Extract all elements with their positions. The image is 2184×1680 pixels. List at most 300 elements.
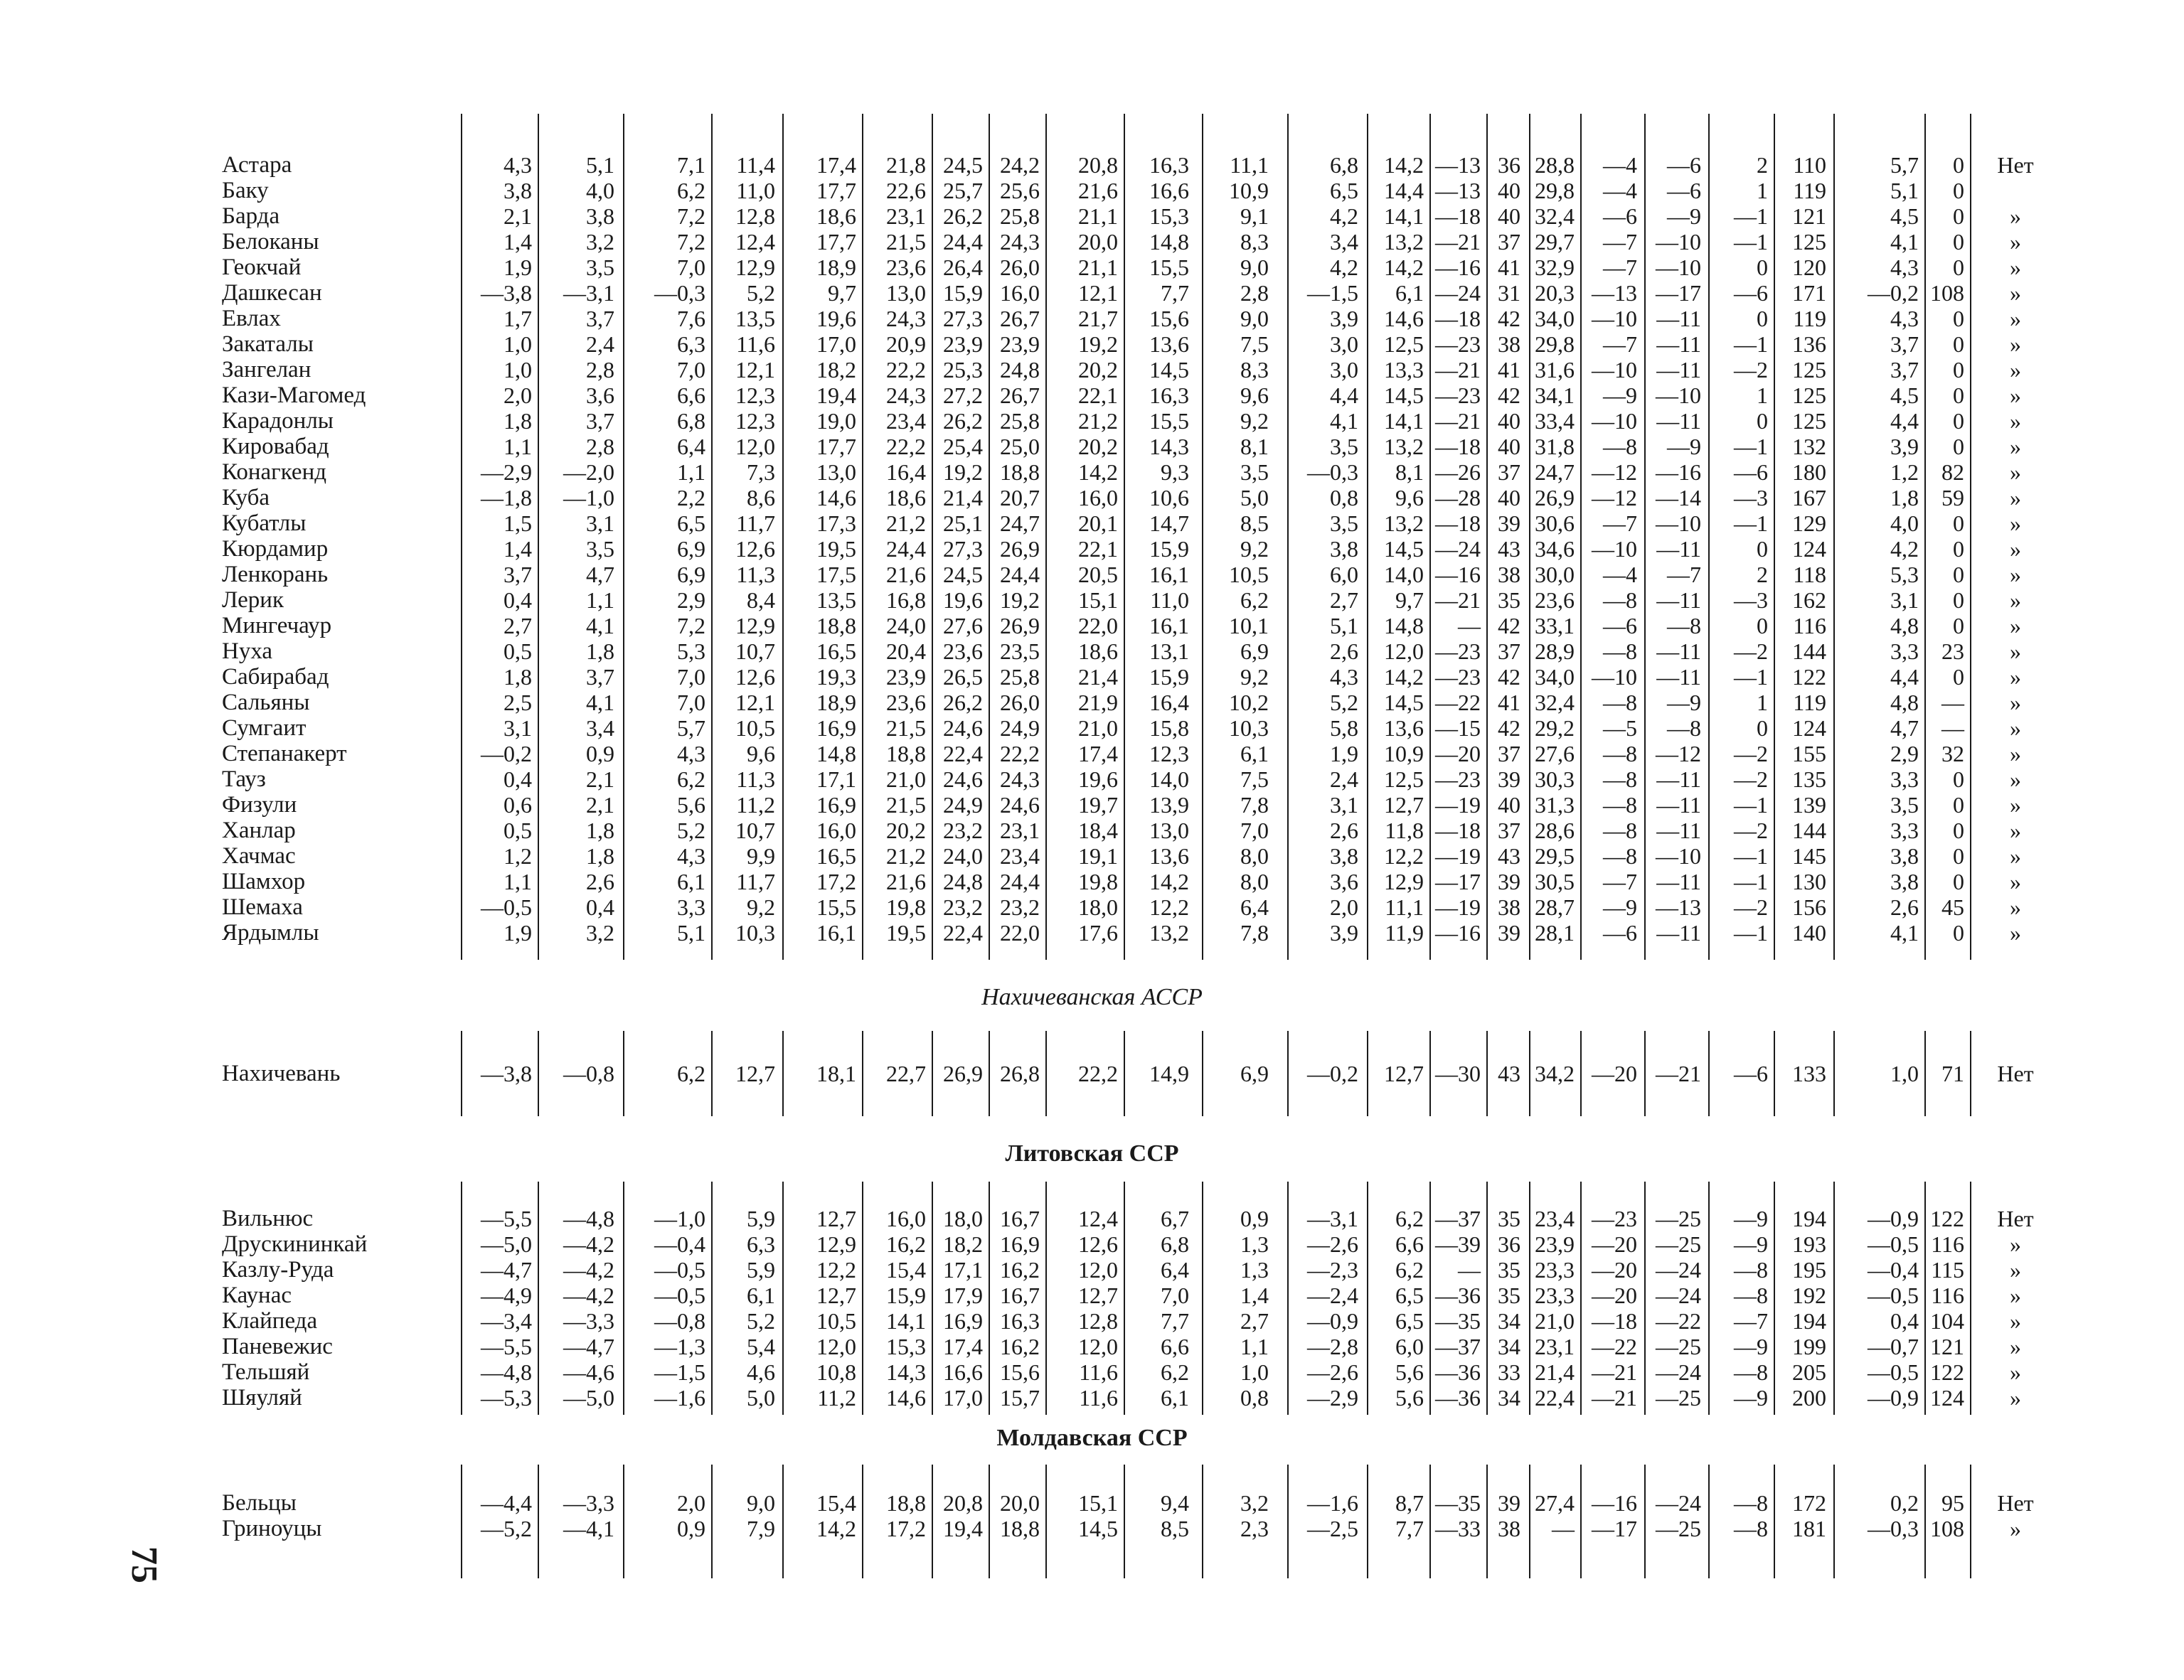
table-cell: 33,1 xyxy=(1535,613,1575,638)
table-cell: —36 xyxy=(1435,1283,1481,1308)
table-cell: 10,5 xyxy=(816,1308,856,1334)
table-cell: 15,9 xyxy=(1149,664,1189,690)
table-cell: 31,8 xyxy=(1535,434,1575,459)
table-cell: 26,2 xyxy=(943,690,983,715)
table-cell: 11,3 xyxy=(736,562,775,587)
station-name: Ханлар xyxy=(222,818,296,843)
table-cell: 27,6 xyxy=(1535,741,1575,766)
table-cell: —0,2 xyxy=(1307,1061,1358,1086)
table-cell: 12,8 xyxy=(1078,1308,1118,1334)
table-cell: 0,4 xyxy=(504,587,532,613)
table-cell: 22,2 xyxy=(886,357,926,382)
table-cell: 35 xyxy=(1498,587,1520,613)
table-cell: 42 xyxy=(1498,664,1520,690)
table-cell: 43 xyxy=(1498,536,1520,562)
table-cell: —21 xyxy=(1435,587,1481,613)
table-cell: —5,5 xyxy=(481,1334,532,1359)
table-cell: 121 xyxy=(1792,203,1826,229)
table-cell: 122 xyxy=(1930,1206,1964,1231)
table-cell: 194 xyxy=(1792,1308,1826,1334)
table-cell: 15,3 xyxy=(886,1334,926,1359)
table-cell: —1,5 xyxy=(654,1359,705,1385)
table-cell: 18,1 xyxy=(816,1061,856,1086)
table-cell: 23,2 xyxy=(943,818,983,843)
station-name: Карадонлы xyxy=(222,408,334,434)
table-cell: 3,3 xyxy=(1890,638,1919,664)
table-cell: 4,1 xyxy=(1890,920,1919,946)
table-row xyxy=(0,869,2184,894)
table-row xyxy=(0,485,2184,510)
table-cell: 34 xyxy=(1498,1308,1520,1334)
table-cell: 172 xyxy=(1792,1490,1826,1516)
table-cell: —1 xyxy=(1734,434,1768,459)
table-cell: 11,0 xyxy=(1150,587,1189,613)
table-cell: —37 xyxy=(1435,1334,1481,1359)
table-cell: 0 xyxy=(1953,766,1964,792)
table-cell: 16,3 xyxy=(1000,1308,1040,1334)
table-cell: 20,9 xyxy=(886,331,926,357)
table-cell: 5,1 xyxy=(586,152,614,178)
table-cell: — xyxy=(1941,690,1964,715)
table-cell: 0 xyxy=(1757,715,1768,741)
remark-cell: » xyxy=(2010,690,2021,715)
table-cell: 12,6 xyxy=(735,536,775,562)
table-cell: 4,1 xyxy=(586,690,614,715)
table-cell: 0 xyxy=(1953,613,1964,638)
table-cell: 0 xyxy=(1953,229,1964,255)
table-cell: 2,7 xyxy=(1240,1308,1269,1334)
table-cell: 12,2 xyxy=(816,1257,856,1283)
table-cell: 13,9 xyxy=(1149,792,1189,818)
table-cell: 13,3 xyxy=(1384,357,1424,382)
table-cell: 14,4 xyxy=(1384,178,1424,203)
table-cell: 2,3 xyxy=(1240,1516,1269,1541)
table-cell: 2,9 xyxy=(1890,741,1919,766)
station-name: Лерик xyxy=(222,587,284,613)
table-cell: 23,6 xyxy=(886,255,926,280)
table-cell: 12,9 xyxy=(735,613,775,638)
table-row xyxy=(0,1516,2184,1541)
table-cell: 35 xyxy=(1498,1206,1520,1231)
table-cell: 24,2 xyxy=(1000,152,1040,178)
table-cell: 5,4 xyxy=(747,1334,775,1359)
table-cell: 6,8 xyxy=(1330,152,1358,178)
remark-cell: » xyxy=(2010,766,2021,792)
table-cell: 26,5 xyxy=(943,664,983,690)
table-cell: —24 xyxy=(1656,1490,1701,1516)
table-cell: 23,9 xyxy=(1535,1231,1575,1257)
table-cell: 42 xyxy=(1498,715,1520,741)
table-cell: 17,2 xyxy=(816,869,856,894)
table-cell: 14,5 xyxy=(1384,382,1424,408)
table-cell: 35 xyxy=(1498,1283,1520,1308)
table-cell: 5,7 xyxy=(1890,152,1919,178)
table-cell: —1 xyxy=(1734,920,1768,946)
table-cell: 115 xyxy=(1931,1257,1964,1283)
table-cell: —6 xyxy=(1734,1061,1768,1086)
table-cell: —6 xyxy=(1667,178,1701,203)
table-cell: 3,1 xyxy=(586,510,614,536)
table-cell: 39 xyxy=(1498,766,1520,792)
table-cell: 21,6 xyxy=(1078,178,1118,203)
station-name: Евлах xyxy=(222,306,281,331)
table-cell: 3,0 xyxy=(1330,357,1358,382)
table-cell: 121 xyxy=(1930,1334,1964,1359)
table-cell: 7,7 xyxy=(1161,280,1189,306)
table-cell: 24,5 xyxy=(943,562,983,587)
table-cell: 3,8 xyxy=(1330,536,1358,562)
table-cell: 28,9 xyxy=(1535,638,1575,664)
table-cell: —21 xyxy=(1592,1385,1637,1411)
table-cell: 4,2 xyxy=(1330,203,1358,229)
table-cell: 34 xyxy=(1498,1334,1520,1359)
table-cell: —5,5 xyxy=(481,1206,532,1231)
table-cell: 16,7 xyxy=(1000,1206,1040,1231)
table-cell: 3,6 xyxy=(586,382,614,408)
table-cell: 119 xyxy=(1793,306,1826,331)
table-cell: 4,1 xyxy=(586,613,614,638)
table-cell: —1,0 xyxy=(654,1206,705,1231)
table-cell: 7,7 xyxy=(1395,1516,1424,1541)
table-cell: 11,1 xyxy=(1230,152,1269,178)
table-cell: 6,3 xyxy=(747,1231,775,1257)
table-cell: 1,8 xyxy=(586,843,614,869)
table-cell: 130 xyxy=(1792,869,1826,894)
station-name: Тауз xyxy=(222,766,266,792)
table-cell: —2,0 xyxy=(563,459,614,485)
table-cell: —11 xyxy=(1656,869,1701,894)
table-cell: 3,1 xyxy=(1330,792,1358,818)
table-cell: 12,9 xyxy=(735,255,775,280)
table-cell: —11 xyxy=(1656,664,1701,690)
table-cell: 25,8 xyxy=(1000,664,1040,690)
table-cell: 16,9 xyxy=(816,715,856,741)
station-name: Кази-Магомед xyxy=(222,382,366,408)
table-cell: 17,7 xyxy=(816,229,856,255)
table-cell: —2,5 xyxy=(1307,1516,1358,1541)
table-cell: —25 xyxy=(1656,1231,1701,1257)
table-cell: —21 xyxy=(1656,1061,1701,1086)
table-cell: —16 xyxy=(1435,255,1481,280)
table-cell: 118 xyxy=(1793,562,1826,587)
table-cell: —25 xyxy=(1656,1206,1701,1231)
remark-cell: » xyxy=(2010,510,2021,536)
table-cell: 0 xyxy=(1953,587,1964,613)
table-cell: 9,0 xyxy=(1240,306,1269,331)
table-cell: 11,2 xyxy=(736,792,775,818)
table-cell: 37 xyxy=(1498,741,1520,766)
table-cell: 24,9 xyxy=(943,792,983,818)
table-cell: 193 xyxy=(1792,1231,1826,1257)
table-cell: 180 xyxy=(1792,459,1826,485)
table-cell: 4,2 xyxy=(1330,255,1358,280)
table-cell: 14,5 xyxy=(1149,357,1189,382)
table-cell: 12,4 xyxy=(1078,1206,1118,1231)
table-cell: 20,8 xyxy=(1078,152,1118,178)
table-cell: 1 xyxy=(1757,382,1768,408)
remark-cell: Нет xyxy=(1997,1490,2034,1516)
table-cell: 2,0 xyxy=(677,1490,705,1516)
table-cell: 1,7 xyxy=(504,306,532,331)
table-cell: —0,2 xyxy=(1868,280,1919,306)
table-cell: —4,6 xyxy=(563,1359,614,1385)
table-cell: 16,4 xyxy=(1149,690,1189,715)
table-cell: —0,3 xyxy=(654,280,705,306)
table-cell: 5,1 xyxy=(677,920,705,946)
table-cell: 3,4 xyxy=(586,715,614,741)
table-cell: 19,1 xyxy=(1078,843,1118,869)
table-cell: 3,2 xyxy=(586,920,614,946)
table-cell: —8 xyxy=(1734,1283,1768,1308)
table-cell: 24,5 xyxy=(943,152,983,178)
table-cell: 38 xyxy=(1498,331,1520,357)
table-cell: —11 xyxy=(1656,766,1701,792)
table-cell: —0,7 xyxy=(1868,1334,1919,1359)
table-cell: —30 xyxy=(1435,1061,1481,1086)
table-cell: 6,6 xyxy=(677,382,705,408)
table-cell: 10,9 xyxy=(1229,178,1269,203)
table-cell: —13 xyxy=(1592,280,1637,306)
table-cell: —17 xyxy=(1435,869,1481,894)
table-cell: 7,8 xyxy=(1240,792,1269,818)
table-cell: 82 xyxy=(1941,459,1964,485)
table-cell: 12,7 xyxy=(816,1206,856,1231)
table-cell: 27,3 xyxy=(943,536,983,562)
remark-cell: » xyxy=(2010,664,2021,690)
table-cell: 15,6 xyxy=(1000,1359,1040,1385)
table-cell: 135 xyxy=(1792,766,1826,792)
table-cell: —3,8 xyxy=(481,1061,532,1086)
table-cell: —23 xyxy=(1592,1206,1637,1231)
table-cell: 21,4 xyxy=(1535,1359,1575,1385)
table-cell: 40 xyxy=(1498,485,1520,510)
table-cell: —23 xyxy=(1435,664,1481,690)
table-cell: 26,7 xyxy=(1000,306,1040,331)
table-cell: —8 xyxy=(1603,690,1637,715)
table-cell: —10 xyxy=(1592,306,1637,331)
table-cell: —20 xyxy=(1592,1283,1637,1308)
table-cell: 2 xyxy=(1757,152,1768,178)
table-cell: —18 xyxy=(1435,203,1481,229)
station-name: Кюрдамир xyxy=(222,536,329,562)
remark-cell: » xyxy=(2010,306,2021,331)
table-cell: 24,3 xyxy=(1000,229,1040,255)
table-cell: 25,6 xyxy=(1000,178,1040,203)
table-cell: —17 xyxy=(1656,280,1701,306)
table-cell: 24,3 xyxy=(886,382,926,408)
table-cell: 45 xyxy=(1941,894,1964,920)
remark-cell: » xyxy=(2010,203,2021,229)
table-cell: —14 xyxy=(1656,485,1701,510)
table-cell: 41 xyxy=(1498,357,1520,382)
table-cell: —15 xyxy=(1435,715,1481,741)
table-cell: 1,8 xyxy=(586,818,614,843)
table-cell: 14,8 xyxy=(816,741,856,766)
table-cell: 17,1 xyxy=(943,1257,983,1283)
table-cell: 2,4 xyxy=(1330,766,1358,792)
table-cell: —1 xyxy=(1734,792,1768,818)
remark-cell: » xyxy=(2010,869,2021,894)
table-cell: 15,7 xyxy=(1000,1385,1040,1411)
table-cell: 132 xyxy=(1792,434,1826,459)
table-cell: —2 xyxy=(1734,818,1768,843)
table-cell: 16,3 xyxy=(1149,152,1189,178)
table-cell: 139 xyxy=(1792,792,1826,818)
table-cell: 0 xyxy=(1953,357,1964,382)
table-cell: 0 xyxy=(1953,510,1964,536)
table-cell: —25 xyxy=(1656,1516,1701,1541)
table-cell: —35 xyxy=(1435,1490,1481,1516)
table-cell: 12,5 xyxy=(1384,766,1424,792)
table-cell: 20,7 xyxy=(1000,485,1040,510)
table-cell: 2,8 xyxy=(586,357,614,382)
table-cell: 16,0 xyxy=(886,1206,926,1231)
table-cell: —10 xyxy=(1592,408,1637,434)
table-cell: 19,7 xyxy=(1078,792,1118,818)
table-cell: —13 xyxy=(1656,894,1701,920)
table-cell: —36 xyxy=(1435,1359,1481,1385)
table-cell: 23,3 xyxy=(1535,1283,1575,1308)
table-cell: 6,5 xyxy=(1330,178,1358,203)
table-cell: —13 xyxy=(1435,178,1481,203)
table-cell: 7,7 xyxy=(1161,1308,1189,1334)
remark-cell: » xyxy=(2010,1359,2021,1385)
table-cell: 5,1 xyxy=(1330,613,1358,638)
table-cell: 4,0 xyxy=(1890,510,1919,536)
table-cell: 12,2 xyxy=(1384,843,1424,869)
table-cell: 6,5 xyxy=(1395,1283,1424,1308)
table-cell: 9,2 xyxy=(1240,536,1269,562)
table-cell: 6,0 xyxy=(1395,1334,1424,1359)
table-cell: 3,2 xyxy=(1240,1490,1269,1516)
table-cell: 39 xyxy=(1498,920,1520,946)
table-cell: 25,8 xyxy=(1000,408,1040,434)
table-cell: 3,3 xyxy=(1890,818,1919,843)
table-row xyxy=(0,690,2184,715)
table-cell: 9,7 xyxy=(1395,587,1424,613)
table-cell: 24,0 xyxy=(886,613,926,638)
table-cell: —8 xyxy=(1734,1359,1768,1385)
table-cell: 13,0 xyxy=(886,280,926,306)
station-name: Друскининкай xyxy=(222,1231,368,1257)
table-cell: 21,2 xyxy=(886,843,926,869)
table-cell: 12,9 xyxy=(816,1231,856,1257)
table-cell: 1,8 xyxy=(1890,485,1919,510)
table-cell: 14,6 xyxy=(886,1385,926,1411)
table-cell: 14,1 xyxy=(1384,408,1424,434)
table-cell: 13,5 xyxy=(735,306,775,331)
station-name: Геокчай xyxy=(222,255,302,280)
table-row xyxy=(0,229,2184,255)
table-cell: 6,2 xyxy=(1395,1206,1424,1231)
table-cell: 23,6 xyxy=(943,638,983,664)
table-cell: 36 xyxy=(1498,1231,1520,1257)
table-cell: —26 xyxy=(1435,459,1481,485)
table-cell: 6,2 xyxy=(1161,1359,1189,1385)
table-cell: 1,3 xyxy=(1240,1231,1269,1257)
table-cell: 14,6 xyxy=(1384,306,1424,331)
table-cell: 15,6 xyxy=(1149,306,1189,331)
table-cell: 8,1 xyxy=(1395,459,1424,485)
table-cell: 0 xyxy=(1953,536,1964,562)
table-cell: 24,3 xyxy=(886,306,926,331)
table-cell: 23,3 xyxy=(1535,1257,1575,1283)
table-cell: 11,7 xyxy=(736,869,775,894)
table-cell: 23,6 xyxy=(1535,587,1575,613)
table-cell: 181 xyxy=(1792,1516,1826,1541)
table-cell: 156 xyxy=(1792,894,1826,920)
table-cell: 3,1 xyxy=(1890,587,1919,613)
table-cell: 125 xyxy=(1792,357,1826,382)
table-cell: —24 xyxy=(1435,280,1481,306)
table-cell: 0 xyxy=(1757,255,1768,280)
table-cell: —7 xyxy=(1603,510,1637,536)
remark-cell: » xyxy=(2010,587,2021,613)
table-cell: —10 xyxy=(1592,357,1637,382)
table-cell: 22,4 xyxy=(943,741,983,766)
table-cell: 4,7 xyxy=(586,562,614,587)
table-cell: 32,4 xyxy=(1535,203,1575,229)
table-cell: 30,5 xyxy=(1535,869,1575,894)
table-cell: 5,2 xyxy=(677,818,705,843)
table-cell: 43 xyxy=(1498,843,1520,869)
table-cell: 18,9 xyxy=(816,255,856,280)
remark-cell: » xyxy=(2010,434,2021,459)
table-cell: —2 xyxy=(1734,766,1768,792)
table-cell: 3,9 xyxy=(1330,306,1358,331)
table-cell: 3,5 xyxy=(1330,434,1358,459)
table-cell: 18,8 xyxy=(1000,1516,1040,1541)
table-cell: 125 xyxy=(1792,382,1826,408)
table-cell: 9,6 xyxy=(747,741,775,766)
table-cell: 17,9 xyxy=(943,1283,983,1308)
table-cell: 30,0 xyxy=(1535,562,1575,587)
table-cell: 12,0 xyxy=(1384,638,1424,664)
table-cell: 20,2 xyxy=(1078,357,1118,382)
table-cell: 9,6 xyxy=(1240,382,1269,408)
table-cell: 16,1 xyxy=(816,920,856,946)
table-cell: 7,3 xyxy=(747,459,775,485)
table-cell: 6,5 xyxy=(677,510,705,536)
table-cell: —2 xyxy=(1734,741,1768,766)
table-cell: 2,1 xyxy=(586,766,614,792)
table-cell: 1,1 xyxy=(586,587,614,613)
table-cell: 18,9 xyxy=(816,690,856,715)
table-cell: 18,8 xyxy=(1000,459,1040,485)
table-cell: 28,8 xyxy=(1535,152,1575,178)
table-cell: 22,2 xyxy=(1078,1061,1118,1086)
table-cell: 12,7 xyxy=(1078,1283,1118,1308)
table-cell: 26,9 xyxy=(1000,613,1040,638)
table-cell: 144 xyxy=(1792,638,1826,664)
table-cell: 3,6 xyxy=(1330,869,1358,894)
table-cell: 119 xyxy=(1793,178,1826,203)
table-cell: 4,3 xyxy=(677,843,705,869)
table-cell: —8 xyxy=(1667,613,1701,638)
table-cell: 0 xyxy=(1953,920,1964,946)
table-cell: 33 xyxy=(1498,1359,1520,1385)
table-cell: 6,2 xyxy=(1240,587,1269,613)
table-cell: 205 xyxy=(1792,1359,1826,1385)
table-cell: 24,0 xyxy=(943,843,983,869)
table-cell: 4,4 xyxy=(1330,382,1358,408)
table-cell: 0 xyxy=(1953,382,1964,408)
table-cell: 3,5 xyxy=(1890,792,1919,818)
remark-cell: Нет xyxy=(1997,1061,2034,1086)
table-cell: 16,2 xyxy=(1000,1257,1040,1283)
table-cell: 24,6 xyxy=(1000,792,1040,818)
table-cell: 0,4 xyxy=(586,894,614,920)
